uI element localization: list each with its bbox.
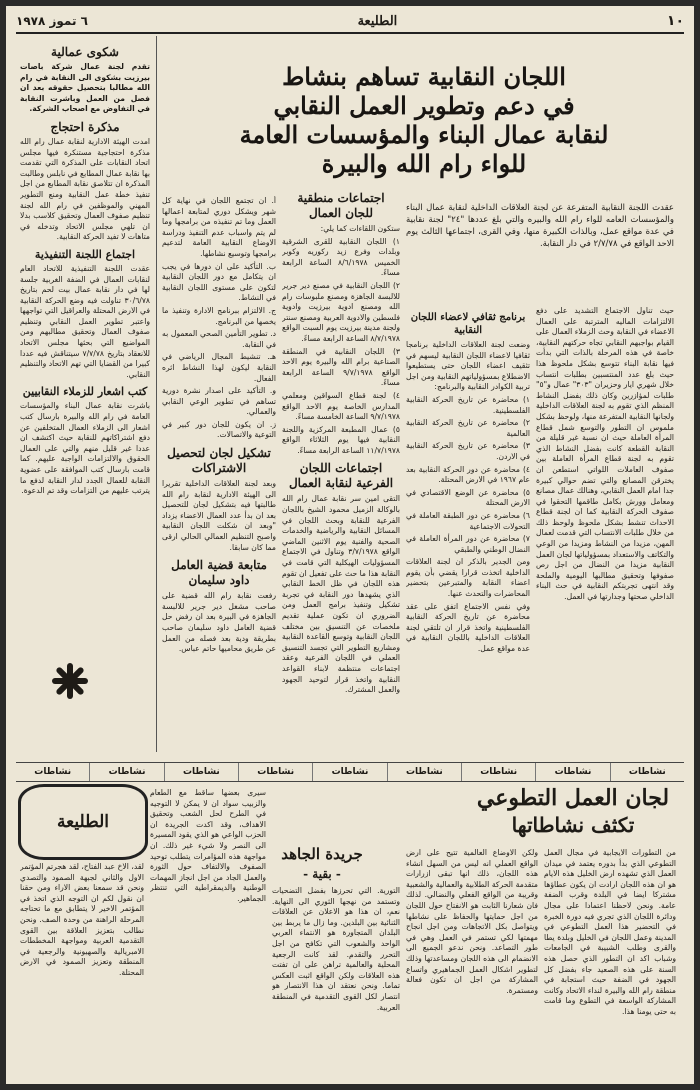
activities-strip <box>16 762 684 782</box>
left-a-p6: و. التأكيد على اصدار نشرة دورية تساهم في تطوير الوعي النقابي والعمالي. <box>162 386 276 417</box>
newspaper-page <box>6 6 694 1084</box>
main-b-p5: ٤) محاضرة عن دور الحركة النقابية بعد عام ١٩٦٧ في الارض المحتلة. <box>406 464 530 485</box>
notice-letters-text: باشرت نقابة عمال البناء والمؤسسات العامة في رام الله والبيرة بارسال كتب اشعار الى الزملاء العمال المتخلفين عن دفع اشتراكاتهم للنقابة حيث اكتشف ان عددا غير قليل منهم والتي على العمال الحقوق والالتزامات الواجبة عليهم. كما قامت بارسال كتب الموافقة على عضوية النقابة للعمال الجدد لدار النقابة لدفع ما يترتب عليهم من التزامات وقد تم الدعوة. <box>20 401 150 496</box>
mid-a-p2: ١) اللجان النقابية للقرى الشرقية وبلدات وفرع زيد ركوريه وكوبر الخميس ٨/٦/١٩٧٨ الساعة الرابعة مساءً. <box>282 236 400 278</box>
strip-label: نشاطات <box>535 763 609 781</box>
intro-paragraph <box>406 202 674 296</box>
mid-a-p1: ستكون اللقاءات كما يلي: <box>320 224 400 233</box>
bottom-col-4-text: سيرى بعضها ساقط مع الطعام والزبيب سواد ان لا يمكن لا التوجيه في الطرح لحل الشعب وتحقيق الاهداف، وقد اكدت الجريدة ان الحزب الواعي هو الذي يقود المسيرة الى النصر ولا شيء غير ذلك. ان مواجهة هذه المؤامرات يتطلب توحيد الصفوف والالتفاف حول الثورة والعمل الجاد من اجل انجاز المهمات الوطنية والديمقراطية التي تنتظر الجماهير. <box>150 788 266 903</box>
main-b-p6: ٥) محاضرة عن الوضع الاقتصادي في الارض المحتلة <box>406 487 530 508</box>
protest-memo-heading: مذكرة احتجاج <box>50 119 120 134</box>
main-b-p3: ٢) محاضرة عن تاريخ الحركة النقابية العالمية <box>406 418 530 438</box>
protest-memo-text: امدت الهيئة الادارية لنقابة عمال رام الله مذكرة احتجاجية مستنكرة فيها مجلس اتحاد النقابات على المذكرة التي تقدمت بها نقابة عمال المطابع في نابلس وطالبت المذكرة ان تتلاصق نقابة المطابع من اجل تنفيذ خطة عمل النقابية ومنع التطوير المهني والموظفين في رام الله لجنة تنظيم صفوف العمال وتحقيق كلاسب بدلا ان تلهي مجلس الاتحاد وتدخله في متاهات لا تفيد الحركة النقابية. <box>20 136 150 242</box>
main-b-p7: ٦) محاضرة عن دور الطبقة العاملة في التحولات الاجتماعية <box>406 510 530 531</box>
left-a-p2: ب. التأكيد على ان دورها في يجب ان يتكامل مع دور اللجان النقابية لتكون على مستوى اللجان النقابية في النشاط. <box>162 261 276 303</box>
newspaper-jihad-heading <box>272 844 372 884</box>
page-number: ١٠ <box>666 13 684 29</box>
left-a-p7: ز. ان يكون للجان دور كبير في التوعية والاتصالات. <box>162 419 276 440</box>
volunteer-headline-line-1: لجان العمل التطوعي <box>476 785 670 811</box>
main-b-p4: ٣) محاضرة عن تاريخ الحركة النقابية في الاردن. <box>406 441 530 461</box>
column-divider <box>156 36 157 752</box>
middle-column <box>282 186 400 752</box>
strip-label: نشاطات <box>238 763 312 781</box>
main-headline <box>216 62 632 182</box>
complaint-text: تقدم لجنة عمال شركة باصات بيرزيت بشكوى الى النقابة في رام الله مطالبا بتحصيل حقوقه بعد ان فصل من العمل وباشرت النقابة في التفاوض مع اصحاب الشركة. <box>20 62 150 114</box>
jihad-heading-line-2: - بقية - <box>303 867 341 881</box>
strip-label: نشاطات <box>312 763 386 781</box>
executive-meeting-heading: اجتماع اللجنة التنفيذية <box>34 247 136 261</box>
volunteer-headline <box>468 784 678 838</box>
strip-label: نشاطات <box>89 763 163 781</box>
bottom-col-1-text: من التطورات الايجابية في مجال العمل التطوعي الذي بدأ بدوره يعتمد في ميدان العمل الذي تشهده ارض الخليل هذه الايام هو ان هذه اللجان ارادت ان يكون عطاؤها مشتركا ايضا في البلدة وقرب الضفة عامة. ونحن لاحظنا اعتمادا على مجال ودائرة اللجان الذي تجري فيه دورة الخبرة في التحضير هذا العمل التطوعي في المدينة وعمل اللجان في الخليل وبلدة يطا والقرى وطلب الشبيبة في الجامعات وشباب اكد ان التطور الذي حصل هذه السنة على هذه الصعيد جاء بفضل كل الجهود في الضفة حيث استجابة في منطقة رام الله والبيرة لنداء الاتحاد وكانت المشاركة الواسعة في التطوع وما قامت به حتى يومنا هذا. <box>544 848 676 1016</box>
headline-line-1: اللجان النقابية تساهم بنشاط <box>282 62 566 91</box>
main-b-p1: وضعت لجنة العلاقات الداخلية برنامجا ثقافيا لاعضاء اللجان النقابية ليسهم في تثقيف اعضاء اللجان حتى يستطيعوا الاضطلاع بمسؤولياتهم النقابية ومن اجل تربية الكوادر النقابية والبرنامج: <box>406 340 530 392</box>
bottom-column-3 <box>272 886 400 1076</box>
volunteer-headline-line-2: تكثف نشاطاتها <box>511 813 635 837</box>
regional-meetings-heading: اجتماعات منطقية للجان العمال <box>297 191 385 220</box>
strip-label: نشاطات <box>387 763 461 781</box>
headline-line-4: للواء رام الله والبيرة <box>321 149 527 178</box>
framed-callout-text: الطليعة <box>57 812 109 832</box>
branch-committees-heading: اجتماعات اللجان الفرعية لنقابة العمال <box>288 461 394 491</box>
notice-letters-heading: كتب اشعار للزملاء النقابيين <box>22 385 148 399</box>
strip-label: نشاطات <box>461 763 535 781</box>
worker-case-heading: متابعة قضية العامل داود سليمان <box>171 558 267 588</box>
intro-text: عقدت اللجنة النقابية المتفرعة عن لجنة العلاقات الداخلية لنقابة عمال البناء والمؤسسات العامه للواء رام الله والبيره والتي بلغ عددها "٢٤" لجنة نقابية في عدة مواقع عمل، وبالذات الكبيرة منها، وفي القرى، اجتماعها الثالث يوم الاحد الواقع في ٢/٧/٧٨ في دار النقابة. <box>406 203 674 249</box>
executive-meeting-text: عقدت اللجنة التنفيذية للاتحاد العام لنقابات العمال في الضفة الغربية جلسة لها في دار نقابة عمال بيت لحم بتاريخ ٣٠/٦/٧٨ تناولت فيه وضع الحركة النقابية في الارض المحتلة والعراقيل التي تواجهها واعتبر تطوير العمل النقابي وتنظيم صفوف العمال وتحقيق مطالبهم ومن المواضيع التي بحثها مجلس الاتحاد للانعقاد بتاريخ ٧/٧/٧٨ سيتناقش فيه عددا كبيرا من القضايا التي تهم الاتحاد والتنظيم النقابي. <box>20 263 150 379</box>
main-b-p8: ٧) محاضرة عن دور المرأة العاملة في النضال الوطني والطبقي <box>406 534 530 554</box>
strip-label: نشاطات <box>610 763 684 781</box>
fees-committees-heading: تشكيل لجان لتحصيل الاشتراكات <box>167 446 271 476</box>
main-b-p10: وفي نفس الاجتماع اتفق على عقد محاضرة عن تاريخ الحركة النقابية الفلسطينية واتخذ قرار ان تلتقي لجنة العلاقات الداخلية باللجان النقابية في عدة مواقع عمل. <box>406 601 530 654</box>
bottom-column-2 <box>406 848 538 1076</box>
left-c-p1: رفعت نقابة رام الله قضية على صاحب مشغل دير جرير للالبسة الجاهزة في البيرة بعد ان رفض حل قضية العامل داود سليمان صاحب بطريقة ودية بعد فصله من العمل عن طريق محاميها حاتم عباس. <box>162 591 276 654</box>
page-header <box>16 10 684 34</box>
left-a-p4: د. تطوير التأمين الصحي المعمول به في النقابة. <box>162 329 276 349</box>
main-b-p2: ١) محاضرة عن تاريخ الحركة النقابية الفلسطينية. <box>406 394 530 415</box>
main-column-b <box>406 306 530 752</box>
left-a-p3: ج. الالتزام ببرنامج الادارة وتنفيذ ما يخصها من البرنامج. <box>162 305 276 326</box>
jihad-heading-line-1: جريدة الجاهد <box>281 845 363 863</box>
main-b-p9: ومن الجدير بالذكر ان لجنة العلاقات الداخلية اتخذت قرارا يقضي بأن يقوم اعضاء النقابة والمتبرعين بتحضير المحاضرات والتحدث عنها. <box>406 557 530 599</box>
bottom-column-1 <box>544 848 676 1076</box>
mid-a-p5: ٤) لجنة قطاع السواقين ومعلمي المدارس الخاصة يوم الاحد الواقع ٩/٧/١٩٧٨ الساعة الخامسة مساءً. <box>282 390 400 422</box>
main-column-a <box>536 306 674 752</box>
mid-a-p4: ٣) اللجان النقابية في المنطقة الصناعية برام الله والبيرة يوم الاحد الواقع ٩/٧/١٩٧٨ الساعة الرابعة مساءً. <box>282 346 400 388</box>
complaint-heading: شكوى عمالية <box>51 45 119 59</box>
bottom-col-2-text: ولكن الاوضاع العالمية تتيح على ارض الواقع العملي انه ليس من السهل انشاء هذه اللجان، ذلك انها تبقى ازرارات متقدمة الحركة الطلابية والعمالية والشعبية وقريبة من الواقع الفعلي والنضالي. لذلك فان شعارنا الثابت هو الانفتاح حول اللجان من اجل حمايتها والحفاظ على نشاطها ويتواصل بكل الاتجاهات ومن اجل انجاح مهمتها لكي تستمر في العمل وهي في طور التصاعد. ونحن ندعو الجميع الى الانضمام الى هذه اللجان ومساعدتها وذلك لتطوير اشكال العمل الجماهيري واتساع المشاركة من اجل ان تكون فعالة ومستمرة. <box>406 848 538 995</box>
left-sidebar <box>20 40 150 752</box>
main-a-text: حيث تناول الاجتماع التشديد على دفع الالتزامات الماليه المترتبة على العمال الاعضاء في النقابة وحث الزملاء العمال على القيام بواجبهم النقابي تجاه حركتهم النقابية، خاصة في هذه المرحلة بالذات التي بدأت فيها نقابة البناء تتوسع بشكل ملحوظ هذا حيث بلغ عدد المنتسبين بطلبات انتساب خلال شهري ايار وحزيران "٣٠٣" عمال و"٥" طلبات لمؤازرين وكان ذلك بفضل النشاط المنظم الذي تقوم به لجنة العلاقات الداخلية ولجانها النقابية المتفرعة منها، ولوحظ بشكل ملموس ان التطور والتوسع شمل قطاع المرأة العاملة حيث ان نسبة غير قليلة من النقابة القطعة كانت بفضل النشاط الذي تقوم به لجنة قطاع المرأة العاملة بين صفوف العاملات اللواتي استطعن ان يخترقن المصانع والتي تضم حوالي كبيرة جدا امام العمل النقابي، وهنالك عمال مصانع ومعامل وورش بكامل طاقمها التحقوا في صفوف الحركة النقابية كما ان لجنة قطاع الاحداث تنشط بشكل ملحوظ ولوحظ ذلك من خلال طلبات الانتساب التي قدمت لعمال المهن، مزيدا من النشاط ومزيدا من الوعي والتكاتف والاستعداد بمسؤولياتها لجان العمل النقابية مزيدا من النضال من اجل رص صفوفها وتحقيق مطالبها اليومية والملحة وقد انتهى تجربتكم النقابية في حث البناء الداخلي صحتها وجدارتها في العمل. <box>536 306 674 602</box>
left-a-p1: أ. ان تجتمع اللجان في نهاية كل شهر ويشكل دوري لمتابعة اعمالها العمل وما تم تنفيذه من برامجها وما لم يتم واسباب عدم التنفيذ ودراسة الاوضاع النقابية العامة لتدعيم برامجها وتوسيع نشاطها. <box>162 196 276 258</box>
bottom-column-5 <box>20 862 144 1076</box>
headline-line-2: في دعم وتطوير العمل النقابي <box>273 91 575 120</box>
asterisk-ornament-icon <box>50 661 90 701</box>
bottom-column-4 <box>150 788 266 1076</box>
cultural-program-heading: برنامج ثقافي لاعضاء اللجان النقابية <box>410 312 526 336</box>
issue-date: ٦ تموز ١٩٧٨ <box>16 14 88 28</box>
strip-label: نشاطات <box>34 767 72 777</box>
mid-a-p3: ٢) اللجان النقابية في مصنع دير جرير للالبسة الجاهزة ومصنع ملبوسات رام الله ومصنع ادوية بيرزيت وادوية فلسطين والادوية العربية ومصنع سنتر ولجنة مدينة بيرزيت يوم السبت الواقع ٨/٧/١٩٧٨ الساعة الرابعة مساءً. <box>282 280 400 343</box>
bottom-col-3-text: التورية. التي تحرزها بفضل التضحيات وتستمد من نهجها الثوري الى النهاية. نعم، ان هذا هو الاعلان عن العلاقات الثنائية بين البلدين. وما زال ما يربط بين البلدان المتجاورة هو الانتماء العربي الواحد والشعوب التي تكافح من اجل التحرر والتقدم. لقد كانت الرجعية المحلية والعالمية تراهن على ان تفتت هذه العلاقات ولكن الواقع اثبت العكس تماما. ونحن نعتقد ان هذا الانتصار هو انتصار لكل القوى التقدمية في المنطقة العربية. <box>272 886 400 1012</box>
left-b-p1: وبعد لجنة العلاقات الداخلية تقريرا الى الهيئة الادارية لنقابة رام الله طالبتها فيه بتشكيل لجان للتحصيل بعد ان بدأ عدد العمال الاعضاء يزداد "وبعد ان شكلت اللجان النقابية واصبح التنظيم العمالي الحالي ارقى مما كان سابقا. <box>162 479 276 552</box>
mid-a-p6: ٥) عمال المطبعة المركزية واللجنة النقابية فيها يوم الثلاثاء الواقع ١١/٧/١٩٧٨ الساعة الرابعة مساءً. <box>282 424 400 455</box>
bottom-col-5-text: لقد، الاخ عبد الفتاح، لقد هجرتم المؤتمر الاول والثاني لجبهة الصمود والتصدي ونحن قد سمعنا بعض الاراء ومن حقنا ان نقول لكم ان التوجه الذي اتخذ في المؤتمر الاخير لا يتطابق مع ما تحتاجه المرحلة الراهنة من وحدة الصف. ونحن نطالب بتعزيز العلاقة بين القوى التقدمية العربية ومواجهة المخططات الامبريالية والصهيونية والرجعية في المنطقة وتعزيز الصمود في الارض المحتلة. <box>20 862 144 977</box>
left-a-p5: هـ. تنشيط المجال الرياضي في النقابة ليكون لهذا النشاط اثره الفعال. <box>162 352 276 383</box>
left-center-column <box>162 196 276 752</box>
newspaper-name: الطليعة <box>357 13 398 29</box>
strip-label: نشاطات <box>164 763 238 781</box>
framed-callout-box <box>18 784 148 860</box>
mid-b-p1: التقى امين سر نقابة عمال رام الله بالوكالة الزميل محمود الشيخ باللجان الفرعية للنقابة وبحث اللجان في المسائل النقابية والرياضية والخدمات الصحية والفنية يوم الاثنين الماضي الواقع ٣/٧/١٩٧٨ وتناول في الاجتماع المسؤوليات الهيكلية التي قامت في النقابة هذا ما حث على تفعيل ان تقوم هذه اللجان في ظل الخط النقابي الذي يشهدها دور النقابة في تجربة تشكيل وتنفيذ برامج العمل ومن الضروري ان تكون عملية تقديم ملخصات عن التنسيق بين مختلف اللجان النقابية وتوسع القاعدة النقابية ومشاريع التطوير التي تجسد التنسيق العملي في اللجان الفرعية وعقد اجتماعات منتظمة لابناء القواعد النقابية واتخذ قرار لتوحيد الجهود والعمل المشترك. <box>282 494 400 695</box>
headline-line-3: لنقابة عمال البناء والمؤسسات العامة <box>239 120 609 149</box>
